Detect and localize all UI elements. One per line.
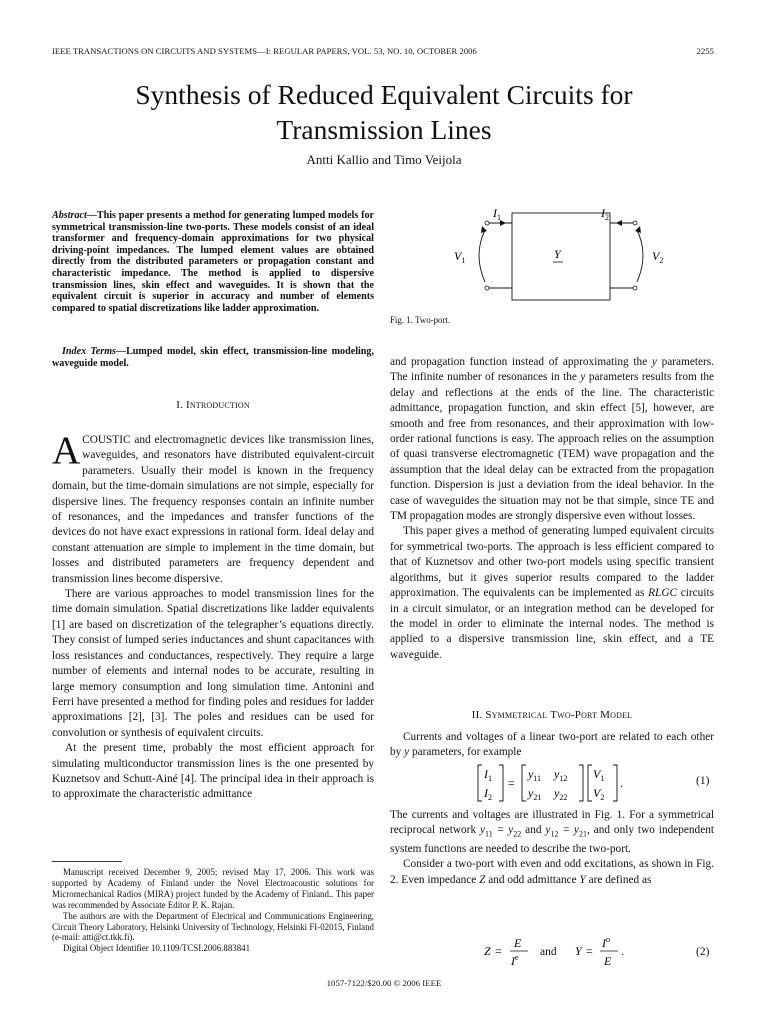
footnote-manuscript: Manuscript received December 9, 2005; revised May 17, 2006. This work was supported by Academy of Finland under the Novel Electroacoustic solutions for Micromechanical Radios (MIRA) project funded by the Academy of Finland.. This paper was recommended by Associate Editor P. K. Rajan. <box>52 867 374 910</box>
footnote-affiliation: The authors are with the Department of Electrical and Communications Engineering, Circuit Theory Laboratory, Helsinki University of Technology, Helsinki FI-02015, Finland (e-mail: atti@ct.tkk.fi). <box>52 910 374 943</box>
section-2-paragraph-3: Consider a two-port with even and odd excitations, as shown in Fig. 2. Even impedance Z and odd admittance Y are defined as <box>390 858 714 886</box>
figure-1-caption: Fig. 1. Two-port. <box>390 315 451 325</box>
svg-text:V2: $V_2$ <box>593 786 605 802</box>
index-terms <box>52 346 374 369</box>
svg-text:y12: $y_{12}$ <box>554 767 568 783</box>
abstract-label: Abstract— <box>52 210 97 221</box>
svg-text:E: E <box>514 936 522 950</box>
index-terms-text: Lumped model, skin effect, transmission-line modeling, waveguide model. <box>52 346 374 369</box>
index-terms-label: Index Terms— <box>62 346 127 357</box>
intro-paragraph-1: ACOUSTIC and electromagnetic devices like transmission lines, waveguides, and resonators have distributed equivalent-circuit parameters. Usually their model is known in the frequency domain, but the time-domain simulations are not simple, especially for dispersive lines. The frequency responses contain an infinite number of resonances, and the impedances and transfer functions of the devices do not have exact expressions in rational form. Ideal delay and constant attenuation are simple to implement in the time domain, but losses and distributed parameters are frequency dependent and transmission lines become dispersive. <box>52 429 374 585</box>
svg-text:Z: Z <box>484 944 491 958</box>
figure-1-two-port <box>440 200 680 310</box>
svg-text:.: . <box>621 944 624 958</box>
right-paragraph-1: and propagation function instead of approximating the y parameters. The infinite number of resonances in the y parameters results from the delay and reflections at the ends of the line. The characteristic admittance, propagation function, and skin effect [5], however, are smooth and free from resonances, and their approximation with low-order rational functions is easy. The approach relies on the assumption of quasi transverse electromagnetic (TEM) wave propagation and the assumption that the ideal delay can be extracted from the propagation function. Dispersion is just a deviation from the ideal behavior. In the case of waveguides the situation may not be that simple, since TE and TM propagation modes are strongly dispersive even without losses. <box>390 356 714 523</box>
voltage-arc-1 <box>479 230 485 282</box>
svg-text:.: . <box>620 776 623 790</box>
svg-text:I2: $I_2$ <box>484 786 492 802</box>
label-v2: $V_2$ <box>652 249 664 265</box>
title-line-1: Synthesis of Reduced Equivalent Circuits for <box>135 79 633 110</box>
svg-text:=: = <box>586 944 593 958</box>
intro-paragraph-3: At the present time, probably the most efficient approach for simulating multiconductor transmission lines is the one presented by Kuznetsov and Schutt-Ainé [4]. The principal idea in their approach is to approximate the characteristic admittance <box>52 742 374 801</box>
svg-text:I1: $I_1$ <box>484 767 492 783</box>
footnote <box>52 867 374 954</box>
svg-text:y21: $y_{21}$ <box>528 786 542 802</box>
svg-text:Io: $I^o$ <box>602 935 610 950</box>
label-i1: $I_1$ <box>493 206 501 222</box>
svg-text:=: = <box>495 944 502 958</box>
svg-text:E: E <box>604 954 612 968</box>
current-arrow-2 <box>616 220 622 226</box>
terminal-2b <box>633 286 637 290</box>
journal-header: IEEE TRANSACTIONS ON CIRCUITS AND SYSTEMS—I: REGULAR PAPERS, VOL. 53, NO. 10, OCTOBER 2006 <box>52 46 477 56</box>
section-2-heading: II. Symmetrical Two-Port Model <box>471 709 633 721</box>
footnote-doi: Digital Object Identifier 10.1109/TCSI.2006.883841 <box>63 943 251 954</box>
title-line-2: Transmission Lines <box>276 114 492 145</box>
svg-text:y22: $y_{22}$ <box>554 786 568 802</box>
section-2-body <box>390 808 714 888</box>
voltage-arrow-2 <box>635 226 641 233</box>
intro-paragraph-2: There are various approaches to model transmission lines for the time domain simulation. Spatial discretizations like ladder equivalents [1] are based on discretization of the telegrapher’s equations directly. They consist of lumped series inductances and shunt capacitances with loss resistances and conductances, respectively. They require a large number of elements and internal nodes to be accurate, resulting in large memory consumption and long simulation time. Antonini and Ferri have presented a method for finding poles and residues for ladder approximations [2], [3]. The poles and residues can be used for convolution or synthesis of equivalent circuits. <box>52 588 374 739</box>
label-i2: $I_2$ <box>601 206 609 222</box>
svg-text:V1: $V_1$ <box>593 767 605 783</box>
voltage-arc-2 <box>637 230 643 282</box>
svg-text:y11: $y_{11}$ <box>528 767 542 783</box>
equation-2-and: and <box>540 946 557 958</box>
drop-cap: A <box>52 429 81 472</box>
right-column-intro <box>390 355 714 663</box>
paper-title <box>60 77 708 147</box>
footnote-rule <box>52 861 122 862</box>
voltage-arrow-1 <box>481 226 487 233</box>
svg-text:Y: Y <box>575 944 582 958</box>
abstract <box>52 210 374 314</box>
abstract-text: This paper presents a method for generating lumped models for symmetrical transmission-line two-ports. These models consist of an ideal transformer and frequency-domain approximations for two physical driving-point impedances. The lumped element values are obtained directly from the distributed parameters or propagation constant and characteristic impedance. The method is applied to dispersive transmission lines, skin effect and waveguides. It is shown that the equivalent circuit is superior in accuracy and number of elements compared to spatial discretizations like ladder approximation. <box>52 210 374 314</box>
equation-1 <box>470 762 650 804</box>
terminal-1b <box>485 286 489 290</box>
equation-2-number: (2) <box>696 946 710 958</box>
two-port-box <box>512 213 610 300</box>
copyright: 1057-7122/$20.00 © 2006 IEEE <box>326 978 442 988</box>
section-1-heading: I. Introduction <box>176 399 250 411</box>
svg-text:=: = <box>508 776 515 790</box>
equation-1-number: (1) <box>696 775 710 787</box>
section-1-body <box>52 429 374 803</box>
section-2-paragraph-2: The currents and voltages are illustrated in Fig. 1. For a symmetrical reciprocal network $y_{11} = y_{22}$ and $y_{12} = y_{21}$, and only two independent system functions are needed to describe the two-port. <box>390 809 715 856</box>
equation-2 <box>480 930 650 970</box>
page-number: 2255 <box>696 46 714 56</box>
section-2-paragraph-1: Currents and voltages of a linear two-port are related to each other by y parameters, for example <box>390 731 714 759</box>
svg-text:Ie: Ie <box>511 953 519 968</box>
terminal-1a <box>485 221 489 225</box>
label-v1: $V_1$ <box>454 249 466 265</box>
terminal-2a <box>633 221 637 225</box>
authors: Antti Kallio and Timo Veijola <box>306 152 462 167</box>
right-paragraph-2: This paper gives a method of generating lumped equivalent circuits for symmetrical two-ports. The approach is less efficient compared to that of Kuznetsov and other two-port models using specific transient algorithms, but it gives superior results compared to the ladder approximation. The equivalents can be implemented as RLGC circuits in a circuit simulator, or an integration method can be developed for the model in order to eliminate the internal nodes. The method is applied to a dispersive transmission line, skin effect, and a TE waveguide. <box>390 525 714 661</box>
label-y: Y <box>554 247 561 261</box>
